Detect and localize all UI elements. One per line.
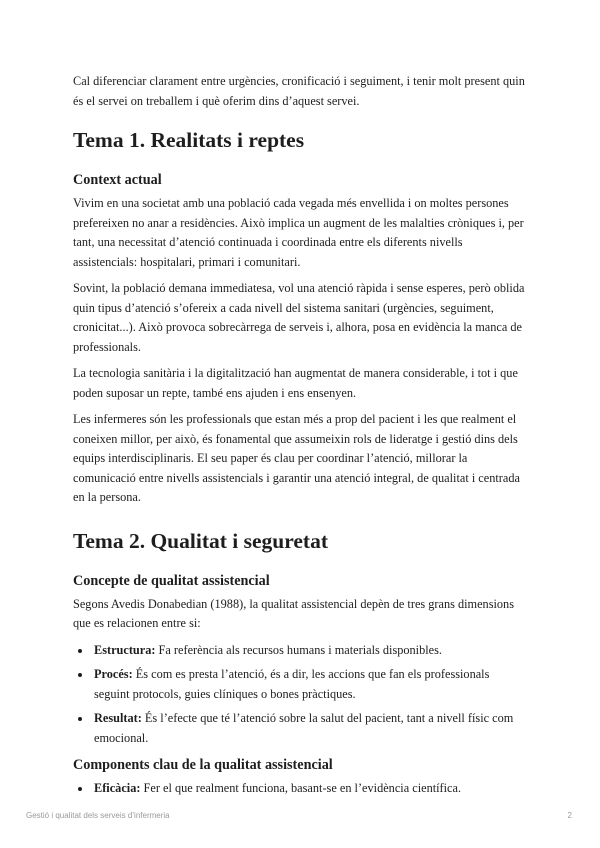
list-item-term: Estructura: [94,642,156,657]
tema2-subheading: Concepte de qualitat assistencial [73,572,270,589]
dimensions-list [73,641,527,749]
bullet-icon [78,649,82,653]
tema2-subheading-2: Components clau de la qualitat assistencial [73,757,333,773]
list-item [73,709,527,748]
page-number: 2 [567,811,572,820]
tema2-paragraph: Segons Avedis Donabedian (1988), la qualitat assistencial depèn de tres grans dimensions que es relacionen entre si: [73,596,514,630]
tema1-paragraph-2: Sovint, la població demana immediatesa, vol una atenció ràpida i sense esperes, però oblida quin tipus d’atenció s’ofereix a cada nivell del sistema sanitari (urgències, seguiment, cronicitat...). Això provoca sobrecàrrega de serveis i, alhora, posa en evidència la manca de professionals. [73,281,525,354]
list-item [73,641,527,661]
footer-title: Gestió i qualitat dels serveis d’infermeria [26,811,170,820]
bullet-icon [78,717,82,721]
bullet-icon [78,787,82,791]
tema1-heading: Tema 1. Realitats i reptes [73,128,305,152]
list-item-text: Fa referència als recursos humans i materials disponibles. [155,642,442,657]
list-item [73,665,527,704]
list-item [73,779,527,799]
list-item-text: És com es presta l’atenció, és a dir, les accions que fan els professionals seguint protocols, guies clíniques o bones pràctiques. [94,667,490,701]
tema1-paragraph-4: Les infermeres són les professionals que estan més a prop del pacient i les que realment el coneixen millor, per això, és fonamental que assumeixin rols de lideratge i gestió dins dels equips interdisciplinaris. El seu paper és clau per coordinar l’atenció, millorar la comunicació entre nivells assistencials i garantir una atenció integral, de qualitat i centrada en la persona. [73,412,520,504]
bullet-icon [78,673,82,677]
list-item-text: És l’efecte que té l’atenció sobre la salut del pacient, tant a nivell físic com emocional. [94,711,514,745]
tema1-subheading: Context actual [73,172,162,188]
tema1-paragraph-3: La tecnologia sanitària i la digitalització han augmentat de manera considerable, i tot i que poden suposar un repte, també ens ajuden i ens ensenyen. [73,366,518,400]
tema2-heading: Tema 2. Qualitat i seguretat [73,528,328,553]
document-page [73,72,527,807]
components-list [73,779,527,799]
page-footer [26,811,572,820]
tema1-paragraph-1: Vivim en una societat amb una població cada vegada més envellida i on moltes persones prefereixen no anar a residències. Això implica un augment de les malalties cròniques i, per tant, una necessitat d’atenció continuada i coordinada entre els diferents nivells assistencials: hospitalari, primari i comunitari. [73,196,524,269]
list-item-term: Eficàcia: [94,781,141,795]
list-item-term: Resultat: [94,711,142,725]
intro-paragraph: Cal diferenciar clarament entre urgències, cronificació i seguiment, i tenir molt present quin és el servei on treballem i què oferim dins d’aquest servei. [73,74,525,108]
list-item-term: Procés: [94,667,133,681]
list-item-text: Fer el que realment funciona, basant-se en l’evidència científica. [140,781,462,795]
